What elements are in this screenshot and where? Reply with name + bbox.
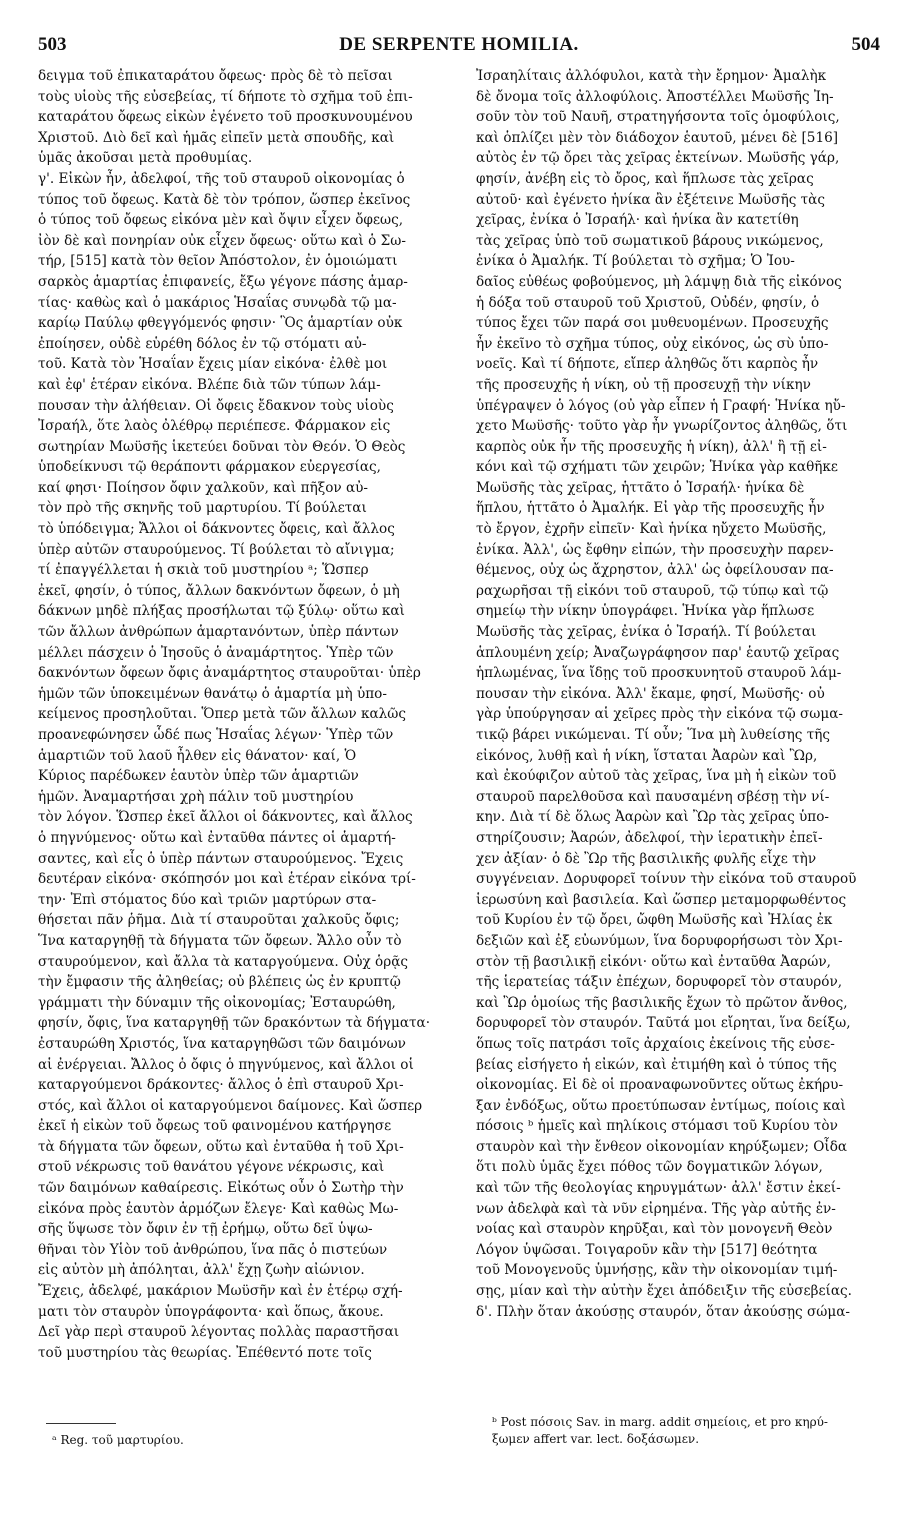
right-column-line: ὅτι πολὺ ὑμᾶς ἔχει πόθος τῶν δογματικῶν λόγων, <box>476 1159 823 1176</box>
right-column-line: πόσοις ᵇ ἡμεῖς καὶ πηλίκοις στόμασι τοῦ Κυρίου τὸν <box>476 1118 838 1135</box>
right-column-line: χεῖρας, ἐνίκα ὁ Ἰσραήλ· καὶ ἡνίκα ἂν κατετίθη <box>476 212 799 229</box>
left-column-line: εἰκόνα πρὸς ἑαυτὸν ἁρμόζων ἔλεγε· Καὶ καθὼς Μω- <box>38 1200 399 1217</box>
left-column-line: Ἵνα καταργηθῇ τὰ δήγματα τῶν ὄφεων. Ἄλλο οὖν τὸ <box>38 932 402 949</box>
right-column-line: τὸ ἔργον, ἐχρῆν εἰπεῖν· Καὶ ἡνίκα ηὔχετο Μωϋσῆς, <box>476 521 827 538</box>
left-column-line: τὸ ὑπόδειγμα; Ἄλλοι οἱ δάκνοντες ὄφεις, καὶ ἄλλος <box>38 521 395 538</box>
left-column-line: μέλλει πάσχειν ὁ Ἰησοῦς ὁ ἀναμάρτητος. Ὑπὲρ τῶν <box>38 644 394 661</box>
right-column-line: σοῦν τὸν τοῦ Ναυῆ, στρατηγήσοντα τοῖς ὁμοφύλοις, <box>476 109 840 126</box>
right-column-line: δ'. Πλὴν ὅταν ἀκούσῃς σταυρόν, ὅταν ἀκούσῃς σώμα- <box>476 1303 850 1320</box>
right-column-line: στὸν τῇ βασιλικῇ εἰκόνι· οὕτω καὶ ἐνταῦθα Ἀαρών, <box>476 953 831 970</box>
right-column-line: οἰκονομίας. Εἰ δὲ οἱ προαναφωνοῦντες οὕτως ἐκήρυ- <box>476 1077 844 1094</box>
left-column-line: ἡμῶν τῶν ὑποκειμένων θανάτῳ ὁ ἁμαρτία μὴ ὑπο- <box>38 685 387 702</box>
page-number-right: 504 <box>851 34 880 55</box>
right-column-line: ὑπέγραψεν ὁ λόγος (οὐ γὰρ εἶπεν ἡ Γραφή· Ἡνίκα ηὔ- <box>476 397 846 414</box>
right-column-line: εἰκόνος, λυθῇ καὶ ἡ νίκη, ἵσταται Ἀαρὼν καὶ Ὢρ, <box>476 747 818 764</box>
right-column-line: τῆς ἱερατείας τάξιν ἐπέχων, δορυφορεῖ τὸν σταυρόν, <box>476 974 843 991</box>
right-column-line: ραχωρῆσαι τῇ εἰκόνι τοῦ σταυροῦ, τῷ τύπῳ καὶ τῷ <box>476 582 829 599</box>
right-column-line: κόνι καὶ τῷ σχήματι τῶν χειρῶν; Ἡνίκα γὰρ καθῆκε <box>476 459 838 476</box>
right-column-line: ἡ δόξα τοῦ σταυροῦ τοῦ Χριστοῦ, Οὐδέν, φησίν, ὁ <box>476 294 820 311</box>
left-column-line: θῆναι τὸν Υἱὸν τοῦ ἀνθρώπου, ἵνα πᾶς ὁ πιστεύων <box>38 1241 388 1258</box>
left-column-line: δακνόντων ὄφεων ὄφις ἀναμάρτητος σταυροῦται· ὑπὲρ <box>38 665 421 682</box>
right-column-line: ξαν ἐνδόξως, οὕτω προετύπωσαν ἐντίμως, ποίοις καὶ <box>476 1097 846 1114</box>
left-column-line: Δεῖ γὰρ περὶ σταυροῦ λέγοντας πολλὰς παραστῆσαι <box>38 1324 400 1341</box>
left-column-line: προανεφώνησεν ὧδέ πως Ἡσαΐας λέγων· Ὑπὲρ τῶν <box>38 727 394 743</box>
right-column-line: θέμενος, οὐχ ὡς ἄχρηστον, ἀλλ' ὡς ὀφείλουσαν πα- <box>476 562 834 579</box>
left-column-line: τοῦ μυστηρίου τὰς θεωρίας. Ἐπέθεντό ποτε τοῖς <box>38 1344 372 1361</box>
right-column-line: Ἰσραηλίταις ἀλλόφυλοι, κατὰ τὴν ἔρημον· Ἀμαλὴκ <box>476 68 827 84</box>
right-column-line: τῆς προσευχῆς ἡ νίκη, οὐ τῇ προσευχῇ τὴν νίκην <box>476 376 811 393</box>
left-column-line: σαντες, καὶ εἷς ὁ ὑπὲρ πάντων σταυρούμενος. Ἔχεις <box>38 850 404 867</box>
right-column-line: αὐτὸς ἐν τῷ ὄρει τὰς χεῖρας ἐκτείνων. Μωϋσῆς γάρ, <box>476 150 840 167</box>
left-column-line: Χριστοῦ. Διὸ δεῖ καὶ ἡμᾶς εἰπεῖν μετὰ σπουδῆς, καὶ <box>38 129 395 146</box>
left-column-line: τὸν πρὸ τῆς σκηνῆς τοῦ μαρτυρίου. Τί βούλεται <box>38 500 367 517</box>
right-column-line: φησίν, ἀνέβη εἰς τὸ ὄρος, καὶ ἥπλωσε τὰς χεῖρας <box>476 170 814 187</box>
running-title: DE SERPENTE HOMILIA. <box>339 34 579 55</box>
left-column-line: τὰ δήγματα τῶν ὄφεων, οὕτω καὶ ἐνταῦθα ἡ τοῦ Χρι- <box>38 1138 404 1155</box>
left-column-line: σῆς ὕψωσε τὸν ὄφιν ἐν τῇ ἐρήμῳ, οὕτω δεῖ ὑψω- <box>38 1221 373 1238</box>
left-column-line: τύπος τοῦ ὄφεως. Κατὰ δὲ τὸν τρόπον, ὥσπερ ἐκεῖνος <box>38 191 411 208</box>
right-column-line: καὶ ὁπλίζει μὲν τὸν διάδοχον ἑαυτοῦ, μένει δὲ [516] <box>476 129 839 146</box>
left-column-line: τὴν ἔμφασιν τῆς ἀληθείας; οὐ βλέπεις ὡς ἐν κρυπτῷ <box>38 974 401 991</box>
left-column-line: ἐποίησεν, οὐδὲ εὑρέθη δόλος ἐν τῷ στόματι αὐ- <box>38 335 367 352</box>
left-column-line: φησίν, ὄφις, ἵνα καταργηθῇ τῶν δρακόντων τὰ δήγματα· <box>38 1015 431 1032</box>
footnote-right-line-2: ξωμεν affert var. lect. δοξάσωμεν. <box>492 1432 700 1446</box>
right-column-line: καρπὸς οὐκ ἦν τῆς προσευχῆς ἡ νίκη), ἀλλ' ἢ τῇ εἰ- <box>476 438 827 455</box>
right-column-line: δὲ ὄνομα τοῖς ἀλλοφύλοις. Ἀποστέλλει Μωϋσῆς Ἰη- <box>476 88 834 105</box>
footnote-left: ᵃ Reg. τοῦ μαρτυρίου. <box>52 1433 184 1447</box>
left-column-line: ἰὸν δὲ καὶ πονηρίαν οὐκ εἶχεν ὄφεως· οὕτω καὶ ὁ Σω- <box>38 232 406 249</box>
right-column-line: σταυρὸν καὶ τὴν ἔνθεον οἰκονομίαν κηρύξωμεν; Οἶδα <box>476 1138 848 1155</box>
footnote-rule-left <box>46 1423 116 1424</box>
left-column-line: τοῦ. Κατὰ τὸν Ἡσαΐαν ἔχεις μίαν εἰκόνα· ἐλθὲ μοι <box>38 356 388 373</box>
right-column-line: δορυφορεῖ τὸν σταυρόν. Ταῦτά μοι εἴρηται, ἵνα δείξω, <box>476 1015 851 1032</box>
right-column-line: τὰς χεῖρας ὑπὸ τοῦ σωματικοῦ βάρους νικώμενος, <box>476 232 824 249</box>
right-column-line: σημείῳ τὴν νίκην ὑπογράφει. Ἡνίκα γὰρ ἥπλωσε <box>476 603 815 620</box>
footnote-right-line-1: ᵇ Post πόσοις Sav. in marg. addit σημείοις, et pro κηρύ- <box>492 1415 828 1429</box>
right-column-line: στηρίζουσιν; Ἀαρών, ἀδελφοί, τὴν ἱερατικὴν ἐπεῖ- <box>476 829 823 846</box>
right-column-line: αὐτοῦ· καὶ ἐγένετο ἡνίκα ἂν ἐξέτεινε Μωϋσῆς τὰς <box>476 191 825 208</box>
right-column-line: γὰρ ὑπούργησαν αἱ χεῖρες πρὸς τὴν εἰκόνα τῷ σωμα- <box>476 706 843 723</box>
left-column-line: δευτέραν εἰκόνα· σκόπησόν μοι καὶ ἑτέραν εἰκόνα τρί- <box>38 871 416 888</box>
left-column-line: Ἰσραήλ, ὅτε λαὸς ὀλέθρῳ περιέπεσε. Φάρμακον εἰς <box>38 418 391 435</box>
left-column <box>38 66 443 1363</box>
left-column-line: ματι τὸν σταυρὸν ὑπογράφοντα· καὶ ὅπως, ἄκουε. <box>38 1303 384 1320</box>
left-column-line: τίας· καθὼς καὶ ὁ μακάριος Ἡσαΐας συνῳδὰ τῷ μα- <box>38 294 397 311</box>
left-column-line: Κύριος παρέδωκεν ἑαυτὸν ὑπὲρ τῶν ἁμαρτιῶν <box>38 768 359 785</box>
right-column <box>476 66 881 1322</box>
left-column-line: κείμενος προσηλοῦται. Ὅπερ μετὰ τῶν ἄλλων καλῶς <box>38 706 406 723</box>
left-column-line: τί ἐπαγγέλλεται ἡ σκιὰ τοῦ μυστηρίου ᵃ; Ὥσπερ <box>38 562 369 579</box>
left-column-line: καὶ ἐφ' ἑτέραν εἰκόνα. Βλέπε διὰ τῶν τύπων λάμ- <box>38 376 381 393</box>
left-column-line: θήσεται πᾶν ῥῆμα. Διὰ τί σταυροῦται χαλκοῦς ὄφις; <box>38 912 400 929</box>
right-column-line: καὶ Ὢρ ὁμοίως τῆς βασιλικῆς ἔχων τὸ πρῶτον ἄνθος, <box>476 994 848 1011</box>
right-column-line: πουσαν τὴν εἰκόνα. Ἀλλ' ἔκαμε, φησί, Μωϋσῆς· οὐ <box>476 685 825 702</box>
right-column-line: ἐνίκα. Ἀλλ', ὡς ἔφθην εἰπών, τὴν προσευχὴν παρεν- <box>476 541 834 558</box>
page-number-left: 503 <box>38 34 67 55</box>
right-column-line: ὅπως τοῖς πατράσι τοῖς ἀρχαίοις ἐκείνοις τῆς εὐσε- <box>476 1035 835 1052</box>
right-column-line: νοεῖς. Καὶ τί δήποτε, εἴπερ ἀληθῶς ὅτι καρπὸς ἦν <box>476 356 819 373</box>
left-column-line: γράμματι τὴν δύναμιν τῆς οἰκονομίας; Ἐσταυρώθη, <box>38 994 396 1011</box>
left-column-line: σταυρούμενον, καὶ ἄλλα τὰ καταργούμενα. Οὐχ ὁρᾷς <box>38 953 409 970</box>
left-column-line: Ἔχεις, ἀδελφέ, μακάριον Μωϋσῆν καὶ ἐν ἑτέρῳ σχή- <box>38 1283 403 1300</box>
right-column-line: ἐνίκα ὁ Ἀμαλήκ. Τί βούλεται τὸ σχῆμα; Ὁ Ἰου- <box>476 253 795 270</box>
right-column-line: τικῷ βάρει νικώμεναι. Τί οὖν; Ἵνα μὴ λυθείσης τῆς <box>476 727 831 743</box>
left-column-line: τῶν ἄλλων ἀνθρώπων ἁμαρτανόντων, ὑπὲρ πάντων <box>38 624 399 641</box>
right-column-line: τοῦ Μονογενοῦς ὑμνήσῃς, κἂν τὴν οἰκονομίαν τιμή- <box>476 1262 838 1279</box>
left-column-line: γ'. Εἰκὼν ἦν, ἀδελφοί, τῆς τοῦ σταυροῦ οἰκονομίας ὁ <box>38 170 405 187</box>
right-column-line: χετο Μωϋσῆς· τοῦτο γὰρ ἦν γνωρίζοντος ἀληθῶς, ὅτι <box>476 418 848 435</box>
left-column-line: καταργούμενοι δράκοντες· ἄλλος ὁ ἐπὶ σταυροῦ Χρι- <box>38 1077 404 1094</box>
left-column-line: αἱ ἐνέργειαι. Ἄλλος ὁ ὄφις ὁ πηγνύμενος, καὶ ἄλλοι οἱ <box>38 1056 414 1073</box>
left-column-line: ἐκεῖ ἡ εἰκὼν τοῦ ὄφεως τοῦ φαινομένου κατήργησε <box>38 1118 392 1135</box>
right-column-line: ἱερωσύνη καὶ βασιλεία. Καὶ ὥσπερ μεταμορφωθέντος <box>476 891 847 908</box>
left-column-line: ὑπὲρ αὐτῶν σταυρούμενος. Τί βούλεται τὸ αἴνιγμα; <box>38 541 395 558</box>
right-column-line: συγγένειαν. Δορυφορεῖ τοίνυν τὴν εἰκόνα τοῦ σταυροῦ <box>476 871 857 888</box>
right-column-line: ἥπλου, ἡττᾶτο ὁ Ἀμαλήκ. Εἰ γὰρ τῆς προσευχῆς ἦν <box>476 500 825 517</box>
right-column-line: τοῦ Κυρίου ἐν τῷ ὄρει, ὤφθη Μωϋσῆς καὶ Ἠλίας ἐκ <box>476 912 833 929</box>
left-column-line: εἰς αὐτὸν μὴ ἀπόληται, ἀλλ' ἔχῃ ζωὴν αἰώνιον. <box>38 1262 365 1279</box>
right-column-line: Λόγον ὑψῶσαι. Τοιγαροῦν κἂν τὴν [517] θεότητα <box>476 1241 818 1258</box>
left-column-line: ὑποδείκνυσι τῷ θεράποντι φάρμακον εὐεργεσίας, <box>38 459 381 476</box>
left-column-line: ἐκεῖ, φησίν, ὁ τύπος, ἄλλων δακνόντων ὄφεων, ὁ μὴ <box>38 582 400 599</box>
right-column-line: τύπος ἔχει τῶν παρά σοι μυθευομένων. Προσευχῆς <box>476 315 829 332</box>
right-column-line: καὶ τῶν τῆς θεολογίας κηρυγμάτων· ἀλλ' ἔστιν ἐκεί- <box>476 1180 841 1197</box>
left-column-line: καταράτου ὄφεως εἰκὼν ἐγένετο τοῦ προσκυνουμένου <box>38 109 413 126</box>
right-column-line: χεν ἀξίαν· ὁ δὲ Ὢρ τῆς βασιλικῆς φυλῆς εἶχε τὴν <box>476 850 817 867</box>
right-column-line: δεξιῶν καὶ ἐξ εὐωνύμων, ἵνα δορυφορήσωσι τὸν Χρι- <box>476 932 843 949</box>
running-header <box>38 34 880 60</box>
left-column-line: σαρκὸς ἁμαρτίας ἐπιφανείς, ἔξω γέγονε πάσης ἁμαρ- <box>38 273 408 290</box>
left-column-line: τῶν δαιμόνων καθαίρεσις. Εἰκότως οὖν ὁ Σωτὴρ τὴν <box>38 1180 404 1197</box>
left-column-line: καί φησι· Ποίησον ὄφιν χαλκοῦν, καὶ πῆξον αὐ- <box>38 479 369 496</box>
right-column-line: δαῖος εὐθέως φοβούμενος, μὴ λάμψῃ διὰ τῆς εἰκόνος <box>476 273 842 290</box>
left-column-line: τοὺς υἱοὺς τῆς εὐσεβείας, τί δήποτε τὸ σχῆμα τοῦ ἐπι- <box>38 88 413 105</box>
left-column-line: πουσαν τὴν ἀλήθειαν. Οἱ ὄφεις ἔδακνον τοὺς υἱοὺς <box>38 397 394 414</box>
right-column-line: ἡπλωμένας, ἵνα ἴδῃς τοῦ προσκυνητοῦ σταυροῦ λάμ- <box>476 665 842 682</box>
left-column-line: ἡμῶν. Ἀναμαρτήσαι χρὴ πάλιν τοῦ μυστηρίου <box>38 788 354 805</box>
left-column-line: ὁ πηγνύμενος· οὕτω καὶ ἐνταῦθα πάντες οἱ ἁμαρτή- <box>38 829 396 846</box>
left-column-line: ἁμαρτιῶν τοῦ λαοῦ ἦλθεν εἰς θάνατον· καί, Ὁ <box>38 747 357 764</box>
right-column-line: Μωϋσῆς τὰς χεῖρας, ἐνίκα ὁ Ἰσραήλ. Τί βούλεται <box>476 624 817 641</box>
left-column-line: ἐσταυρώθη Χριστός, ἵνα καταργηθῶσι τῶν δαιμόνων <box>38 1035 406 1052</box>
left-column-line: τήρ, [515] κατὰ τὸν θεῖον Ἀπόστολον, ἐν ὁμοιώματι <box>38 253 398 270</box>
right-column-line: σῃς, μίαν καὶ τὴν αὐτὴν ἔχει ἀπόδειξιν τῆς εὐσεβείας. <box>476 1283 852 1300</box>
right-column-line: ἁπλουμένη χείρ; Ἀναζωγράφησον παρ' ἑαυτῷ χεῖρας <box>476 644 840 661</box>
right-column-line: νοίας καὶ σταυρὸν κηρῦξαι, καὶ τὸν μονογενῆ Θεὸν <box>476 1221 833 1238</box>
left-column-line: ὁ τύπος τοῦ ὄφεως εἰκόνα μὲν καὶ ὄψιν εἶχεν ὄφεως, <box>38 212 404 229</box>
left-column-line: δάκνων μηδὲ πλήξας προσήλωται τῷ ξύλῳ· οὕτω καὶ <box>38 603 405 620</box>
left-column-line: τὸν λόγον. Ὥσπερ ἐκεῖ ἄλλοι οἱ δάκνοντες, καὶ ἄλλος <box>38 809 413 826</box>
right-column-line: κην. Διὰ τί δὲ ὅλως Ἀαρὼν καὶ Ὢρ τὰς χεῖρας ὑπο- <box>476 809 829 826</box>
right-column-line: βείας εἰσήγετο ἡ εἰκών, καὶ ἐτιμήθη καὶ ὁ τύπος τῆς <box>476 1056 837 1073</box>
left-column-line: ὑμᾶς ἀκοῦσαι μετὰ προθυμίας. <box>38 150 253 167</box>
left-column-line: στοῦ νέκρωσις τοῦ θανάτου γέγονε νέκρωσις, καὶ <box>38 1159 385 1176</box>
left-column-line: στός, καὶ ἄλλοι οἱ καταργούμενοι δαίμονες. Καὶ ὥσπερ <box>38 1097 423 1114</box>
left-column-line: σωτηρίαν Μωϋσῆς ἱκετεύει δοῦναι τὸν Θεόν. Ὁ Θεὸς <box>38 438 406 455</box>
right-column-line: καὶ ἐκούφιζον αὐτοῦ τὰς χεῖρας, ἵνα μὴ ἡ εἰκὼν τοῦ <box>476 768 837 785</box>
left-column-line: καρίῳ Παύλῳ φθεγγόμενός φησιν· Ὃς ἁμαρτίαν οὐκ <box>38 315 403 332</box>
right-column-line: ἦν ἐκεῖνο τὸ σχῆμα τύπος, οὐχ εἰκόνος, ὡς σὺ ὑπο- <box>476 335 829 352</box>
right-column-line: σταυροῦ παρελθοῦσα καὶ παυσαμένη σβέσῃ τὴν νί- <box>476 788 830 805</box>
right-column-line: Μωϋσῆς τὰς χεῖρας, ἡττᾶτο ὁ Ἰσραήλ· ἡνίκα δὲ <box>476 479 805 496</box>
left-column-line: την· Ἐπὶ στόματος δύο καὶ τριῶν μαρτύρων στα- <box>38 891 377 908</box>
left-column-line: δειγμα τοῦ ἐπικαταράτου ὄφεως· πρὸς δὲ τὸ πεῖσαι <box>38 68 393 84</box>
right-column-line: νων ἀδελφὰ καὶ τὰ νῦν εἰρημένα. Τῆς γὰρ αὐτῆς ἐν- <box>476 1200 836 1217</box>
